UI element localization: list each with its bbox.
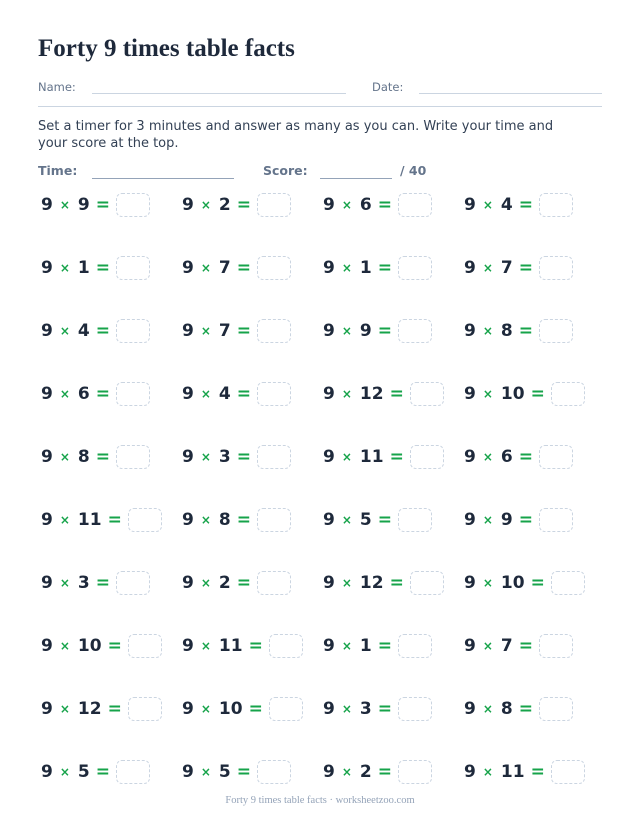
- equals-sign: =: [518, 447, 533, 467]
- equals-sign: =: [530, 762, 545, 782]
- multiplier: 7: [500, 258, 513, 278]
- answer-box[interactable]: [539, 256, 573, 280]
- equals-sign: =: [95, 384, 110, 404]
- multiplicand: 9: [464, 384, 476, 404]
- problem-item: [464, 505, 573, 535]
- answer-box[interactable]: [398, 697, 432, 721]
- score-row: [38, 162, 602, 182]
- answer-box[interactable]: [410, 382, 444, 406]
- problem-item: [182, 190, 291, 220]
- multiplier: 2: [359, 762, 372, 782]
- equals-sign: =: [236, 447, 251, 467]
- multiplicand: 9: [41, 510, 53, 530]
- problem-item: [464, 379, 585, 409]
- problem-item: [323, 568, 444, 598]
- multiplier: 6: [77, 384, 90, 404]
- equals-sign: =: [95, 195, 110, 215]
- times-sign: ×: [482, 387, 493, 401]
- equals-sign: =: [377, 762, 392, 782]
- equals-sign: =: [389, 573, 404, 593]
- answer-box[interactable]: [551, 382, 585, 406]
- multiplicand: 9: [41, 573, 53, 593]
- equals-sign: =: [518, 258, 533, 278]
- name-field[interactable]: [92, 93, 346, 94]
- times-sign: ×: [341, 387, 352, 401]
- equals-sign: =: [530, 384, 545, 404]
- multiplier: 12: [359, 384, 384, 404]
- score-label: Score:: [263, 163, 308, 178]
- equals-sign: =: [377, 699, 392, 719]
- multiplier: 12: [77, 699, 102, 719]
- times-sign: ×: [200, 261, 211, 275]
- answer-box[interactable]: [398, 256, 432, 280]
- problem-item: [323, 379, 444, 409]
- answer-box[interactable]: [257, 319, 291, 343]
- multiplier: 5: [77, 762, 90, 782]
- problem-item: [182, 379, 291, 409]
- problem-item: [323, 316, 432, 346]
- problem-item: [323, 505, 432, 535]
- answer-box[interactable]: [539, 697, 573, 721]
- multiplicand: 9: [41, 447, 53, 467]
- times-sign: ×: [341, 576, 352, 590]
- equals-sign: =: [377, 636, 392, 656]
- header-divider: [38, 106, 602, 107]
- times-sign: ×: [59, 198, 70, 212]
- answer-box[interactable]: [257, 760, 291, 784]
- multiplicand: 9: [323, 573, 335, 593]
- answer-box[interactable]: [398, 193, 432, 217]
- multiplier: 5: [359, 510, 372, 530]
- multiplier: 9: [359, 321, 372, 341]
- multiplicand: 9: [323, 510, 335, 530]
- problem-item: [182, 568, 291, 598]
- equals-sign: =: [95, 321, 110, 341]
- problem-item: [323, 631, 432, 661]
- answer-box[interactable]: [128, 634, 162, 658]
- answer-box[interactable]: [116, 445, 150, 469]
- multiplicand: 9: [464, 510, 476, 530]
- multiplicand: 9: [41, 384, 53, 404]
- answer-box[interactable]: [410, 571, 444, 595]
- equals-sign: =: [377, 195, 392, 215]
- multiplier: 7: [218, 258, 231, 278]
- multiplicand: 9: [41, 762, 53, 782]
- multiplicand: 9: [182, 195, 194, 215]
- equals-sign: =: [530, 573, 545, 593]
- equals-sign: =: [95, 258, 110, 278]
- multiplier: 7: [500, 636, 513, 656]
- multiplier: 2: [218, 573, 231, 593]
- answer-box[interactable]: [551, 571, 585, 595]
- date-field[interactable]: [419, 93, 602, 94]
- multiplier: 9: [500, 510, 513, 530]
- multiplicand: 9: [323, 447, 335, 467]
- equals-sign: =: [236, 573, 251, 593]
- problem-item: [182, 631, 303, 661]
- problem-item: [41, 631, 162, 661]
- times-sign: ×: [482, 576, 493, 590]
- times-sign: ×: [341, 765, 352, 779]
- times-sign: ×: [59, 324, 70, 338]
- answer-box[interactable]: [398, 634, 432, 658]
- times-sign: ×: [200, 576, 211, 590]
- multiplicand: 9: [464, 321, 476, 341]
- problem-item: [41, 316, 150, 346]
- equals-sign: =: [107, 636, 122, 656]
- answer-box[interactable]: [539, 319, 573, 343]
- multiplier: 10: [500, 384, 525, 404]
- problem-item: [464, 757, 585, 787]
- times-sign: ×: [482, 702, 493, 716]
- multiplier: 7: [218, 321, 231, 341]
- date-label: Date:: [372, 80, 404, 94]
- multiplier: 8: [500, 699, 513, 719]
- answer-box[interactable]: [116, 193, 150, 217]
- multiplier: 8: [77, 447, 90, 467]
- problem-item: [464, 253, 573, 283]
- multiplier: 10: [77, 636, 102, 656]
- equals-sign: =: [236, 258, 251, 278]
- equals-sign: =: [95, 447, 110, 467]
- answer-box[interactable]: [128, 697, 162, 721]
- multiplicand: 9: [182, 699, 194, 719]
- multiplier: 3: [359, 699, 372, 719]
- times-sign: ×: [59, 639, 70, 653]
- answer-box[interactable]: [398, 319, 432, 343]
- times-sign: ×: [200, 702, 211, 716]
- multiplicand: 9: [182, 762, 194, 782]
- answer-box[interactable]: [116, 256, 150, 280]
- times-sign: ×: [341, 198, 352, 212]
- times-sign: ×: [59, 261, 70, 275]
- multiplicand: 9: [323, 321, 335, 341]
- times-sign: ×: [482, 198, 493, 212]
- multiplier: 10: [218, 699, 243, 719]
- problem-item: [464, 694, 573, 724]
- multiplier: 9: [77, 195, 90, 215]
- equals-sign: =: [377, 510, 392, 530]
- problem-item: [464, 190, 573, 220]
- times-sign: ×: [200, 765, 211, 779]
- equals-sign: =: [389, 447, 404, 467]
- answer-box[interactable]: [398, 508, 432, 532]
- equals-sign: =: [95, 573, 110, 593]
- times-sign: ×: [482, 324, 493, 338]
- times-sign: ×: [59, 387, 70, 401]
- times-sign: ×: [341, 702, 352, 716]
- problem-item: [464, 631, 573, 661]
- times-sign: ×: [200, 513, 211, 527]
- multiplicand: 9: [464, 762, 476, 782]
- multiplicand: 9: [182, 636, 194, 656]
- times-sign: ×: [341, 324, 352, 338]
- equals-sign: =: [377, 321, 392, 341]
- multiplier: 6: [359, 195, 372, 215]
- multiplier: 11: [77, 510, 102, 530]
- multiplicand: 9: [182, 447, 194, 467]
- multiplier: 10: [500, 573, 525, 593]
- problem-item: [41, 694, 162, 724]
- multiplicand: 9: [464, 636, 476, 656]
- instructions-text: Set a timer for 3 minutes and answer as many as you can. Write your time and your score at the top.: [38, 119, 554, 151]
- multiplier: 8: [500, 321, 513, 341]
- multiplier: 5: [218, 762, 231, 782]
- times-sign: ×: [482, 261, 493, 275]
- multiplicand: 9: [41, 699, 53, 719]
- times-sign: ×: [59, 513, 70, 527]
- problem-item: [182, 316, 291, 346]
- times-sign: ×: [200, 324, 211, 338]
- multiplier: 1: [77, 258, 90, 278]
- name-label: Name:: [38, 80, 76, 94]
- multiplicand: 9: [464, 195, 476, 215]
- problem-item: [182, 505, 291, 535]
- problem-item: [323, 694, 432, 724]
- problem-item: [323, 253, 432, 283]
- times-sign: ×: [200, 450, 211, 464]
- answer-box[interactable]: [257, 193, 291, 217]
- multiplicand: 9: [182, 510, 194, 530]
- answer-box[interactable]: [257, 571, 291, 595]
- answer-box[interactable]: [539, 508, 573, 532]
- times-sign: ×: [200, 198, 211, 212]
- times-sign: ×: [59, 450, 70, 464]
- page-title: Forty 9 times table facts: [38, 35, 295, 62]
- problem-item: [323, 442, 444, 472]
- answer-box[interactable]: [128, 508, 162, 532]
- equals-sign: =: [107, 699, 122, 719]
- multiplier: 6: [500, 447, 513, 467]
- score-total: / 40: [400, 163, 427, 178]
- score-field[interactable]: [320, 178, 392, 179]
- problem-item: [464, 568, 585, 598]
- time-label: Time:: [38, 163, 78, 178]
- equals-sign: =: [107, 510, 122, 530]
- multiplicand: 9: [41, 321, 53, 341]
- equals-sign: =: [248, 636, 263, 656]
- answer-box[interactable]: [269, 697, 303, 721]
- multiplicand: 9: [182, 321, 194, 341]
- equals-sign: =: [518, 195, 533, 215]
- times-sign: ×: [482, 639, 493, 653]
- answer-box[interactable]: [398, 760, 432, 784]
- multiplicand: 9: [323, 636, 335, 656]
- answer-box[interactable]: [116, 382, 150, 406]
- problem-item: [182, 253, 291, 283]
- multiplier: 4: [77, 321, 90, 341]
- answer-box[interactable]: [257, 256, 291, 280]
- times-sign: ×: [59, 765, 70, 779]
- multiplicand: 9: [41, 195, 53, 215]
- times-sign: ×: [341, 639, 352, 653]
- multiplier: 11: [500, 762, 525, 782]
- multiplier: 12: [359, 573, 384, 593]
- answer-box[interactable]: [116, 760, 150, 784]
- multiplicand: 9: [323, 258, 335, 278]
- multiplier: 1: [359, 258, 372, 278]
- multiplicand: 9: [182, 258, 194, 278]
- times-sign: ×: [59, 576, 70, 590]
- problem-item: [41, 568, 150, 598]
- multiplier: 2: [218, 195, 231, 215]
- multiplicand: 9: [323, 384, 335, 404]
- equals-sign: =: [389, 384, 404, 404]
- problem-item: [464, 442, 573, 472]
- multiplier: 11: [359, 447, 384, 467]
- time-field[interactable]: [92, 178, 234, 179]
- times-sign: ×: [482, 765, 493, 779]
- equals-sign: =: [95, 762, 110, 782]
- multiplier: 3: [218, 447, 231, 467]
- problem-item: [41, 442, 150, 472]
- times-sign: ×: [341, 513, 352, 527]
- times-sign: ×: [341, 261, 352, 275]
- multiplicand: 9: [323, 699, 335, 719]
- info-row: [38, 80, 602, 100]
- multiplier: 1: [359, 636, 372, 656]
- times-sign: ×: [341, 450, 352, 464]
- problem-item: [41, 253, 150, 283]
- multiplicand: 9: [464, 447, 476, 467]
- multiplier: 8: [218, 510, 231, 530]
- equals-sign: =: [248, 699, 263, 719]
- problem-item: [182, 694, 303, 724]
- multiplicand: 9: [323, 195, 335, 215]
- equals-sign: =: [518, 636, 533, 656]
- answer-box[interactable]: [539, 445, 573, 469]
- multiplicand: 9: [41, 258, 53, 278]
- answer-box[interactable]: [551, 760, 585, 784]
- answer-box[interactable]: [116, 319, 150, 343]
- multiplicand: 9: [323, 762, 335, 782]
- problem-item: [182, 442, 291, 472]
- times-sign: ×: [482, 450, 493, 464]
- multiplier: 11: [218, 636, 243, 656]
- equals-sign: =: [236, 510, 251, 530]
- problem-item: [41, 379, 150, 409]
- problem-item: [182, 757, 291, 787]
- equals-sign: =: [236, 195, 251, 215]
- page-footer: Forty 9 times table facts · worksheetzoo.com: [225, 795, 415, 806]
- equals-sign: =: [236, 321, 251, 341]
- multiplicand: 9: [464, 699, 476, 719]
- multiplicand: 9: [464, 258, 476, 278]
- times-sign: ×: [482, 513, 493, 527]
- times-sign: ×: [59, 702, 70, 716]
- multiplicand: 9: [182, 384, 194, 404]
- problem-item: [41, 190, 150, 220]
- multiplicand: 9: [41, 636, 53, 656]
- equals-sign: =: [518, 699, 533, 719]
- multiplier: 3: [77, 573, 90, 593]
- answer-box[interactable]: [269, 634, 303, 658]
- answer-box[interactable]: [257, 445, 291, 469]
- multiplier: 4: [500, 195, 513, 215]
- multiplicand: 9: [182, 573, 194, 593]
- equals-sign: =: [518, 321, 533, 341]
- problem-item: [41, 757, 150, 787]
- equals-sign: =: [236, 384, 251, 404]
- equals-sign: =: [377, 258, 392, 278]
- answer-box[interactable]: [116, 571, 150, 595]
- answer-box[interactable]: [410, 445, 444, 469]
- problem-item: [323, 757, 432, 787]
- answer-box[interactable]: [539, 634, 573, 658]
- equals-sign: =: [236, 762, 251, 782]
- problem-item: [464, 316, 573, 346]
- answer-box[interactable]: [257, 382, 291, 406]
- problem-item: [41, 505, 162, 535]
- problem-item: [323, 190, 432, 220]
- equals-sign: =: [518, 510, 533, 530]
- times-sign: ×: [200, 639, 211, 653]
- multiplicand: 9: [464, 573, 476, 593]
- answer-box[interactable]: [539, 193, 573, 217]
- multiplier: 4: [218, 384, 231, 404]
- times-sign: ×: [200, 387, 211, 401]
- answer-box[interactable]: [257, 508, 291, 532]
